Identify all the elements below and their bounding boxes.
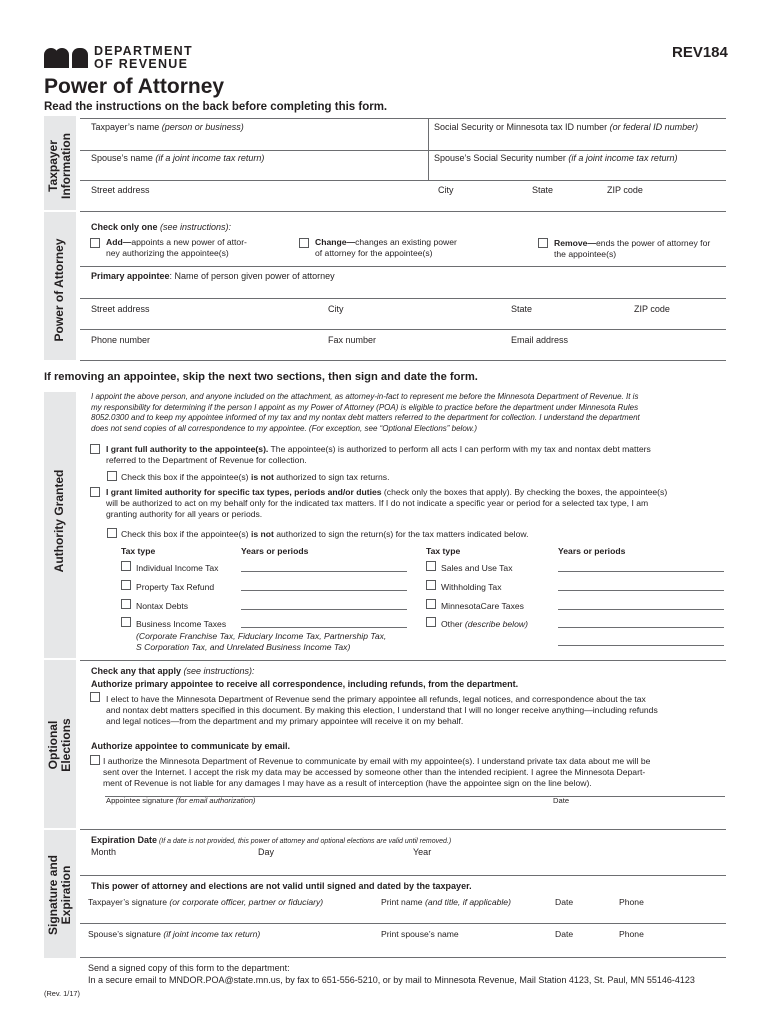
authority-intro: I appoint the above person, and anyone included on the attachment, as attorney-in-fact to represent me before the Minnesota Department of Revenue. It is my responsibility for determining if the person I appoint as my Power of Attorney (POA) is eligible to practice before the department under Minnesota Rules 8052.0300 and to keep my appointee informed of my tax and my nontax debt matters referred to the department for collection. I understand the department does not send copies of all correspondence to my appointee. (For exception, see “Optional Elections” below.) <box>91 392 640 433</box>
section-label-authority: Authority Granted <box>52 469 66 573</box>
limited-not-sign-checkbox[interactable] <box>107 528 117 538</box>
poa-state-label: State <box>511 304 533 314</box>
taxpayer-name-label: Taxpayer’s name (person or business) <box>91 122 244 132</box>
remove-option-label: Remove—ends the power of attorney for the appointee(s) <box>554 238 711 259</box>
primary-appointee-field[interactable] <box>90 282 724 297</box>
poa-email-label: Email address <box>511 335 569 345</box>
individual-income-tax-checkbox[interactable] <box>121 561 131 571</box>
minnesotacare-taxes-years[interactable] <box>558 609 724 610</box>
col-tax-type-left: Tax type <box>121 546 156 556</box>
logo-n-mark <box>72 48 88 68</box>
sales-use-tax-checkbox[interactable] <box>426 561 436 571</box>
taxpayer-signature-field[interactable] <box>88 909 724 923</box>
nontax-debts-label: Nontax Debts <box>136 601 189 611</box>
change-checkbox[interactable] <box>299 238 309 248</box>
remove-checkbox[interactable] <box>538 238 548 248</box>
minnesotacare-taxes-checkbox[interactable] <box>426 599 436 609</box>
spouse-signature-field[interactable] <box>88 941 724 955</box>
taxpayer-signature-label: Taxpayer’s signature (or corporate officer, partner or fiduciary) <box>88 897 324 907</box>
exp-day-label: Day <box>258 847 275 857</box>
business-income-taxes-checkbox[interactable] <box>121 617 131 627</box>
email-text: I authorize the Minnesota Department of Revenue to communicate by email with my appointee(s). I understand private tax data about me will be sent over the Internet. I accept the risk my data may be accessed by someone other than the intended recipient. I agree the Minnesota Depart- ment of Revenue is not liable for any damages I may have as a result of interception (have the appointee sign on the line below). <box>103 756 651 788</box>
taxpayer-city-label: City <box>438 185 454 195</box>
col-years-left: Years or periods <box>241 546 309 556</box>
logo-line2: OF REVENUE <box>94 57 189 71</box>
exp-month-label: Month <box>91 847 117 857</box>
taxpayer-name-field[interactable] <box>90 133 424 150</box>
correspondence-checkbox[interactable] <box>90 692 100 702</box>
sales-use-tax-label: Sales and Use Tax <box>441 563 513 573</box>
poa-zip-label: ZIP code <box>634 304 670 314</box>
business-income-taxes-years[interactable] <box>241 627 407 628</box>
expiration-date-field[interactable] <box>90 858 724 874</box>
other-tax-label: Other (describe below) <box>441 619 528 629</box>
add-option-label: Add—appoints a new power of attor- ney authorizing the appointee(s) <box>106 237 247 258</box>
poa-phone-label: Phone number <box>91 335 151 345</box>
col-years-right: Years or periods <box>558 546 626 556</box>
individual-income-tax-label: Individual Income Tax <box>136 563 219 573</box>
print-name-label: Print name (and title, if applicable) <box>381 897 511 907</box>
full-authority-text: I grant full authority to the appointee(s). The appointee(s) is authorized to perform all acts I can perform with my tax and nontax debt matters referred to the Department of Revenue for collection. <box>106 444 651 465</box>
taxpayer-zip-label: ZIP code <box>607 185 643 195</box>
full-authority-checkbox[interactable] <box>90 444 100 454</box>
ssn-label: Social Security or Minnesota tax ID number (or federal ID number) <box>434 122 699 132</box>
section-label-taxpayer: Taxpayer Information <box>46 133 73 199</box>
spouse-phone-label: Phone <box>619 929 644 939</box>
col-tax-type-right: Tax type <box>426 546 461 556</box>
poa-contact-field[interactable] <box>90 346 724 359</box>
email-checkbox[interactable] <box>90 755 100 765</box>
withholding-tax-checkbox[interactable] <box>426 580 436 590</box>
logo <box>44 44 204 72</box>
page-title: Power of Attorney <box>44 75 225 98</box>
logo-m-mark <box>55 48 69 68</box>
full-not-sign-checkbox[interactable] <box>107 471 117 481</box>
print-spouse-label: Print spouse’s name <box>381 929 459 939</box>
revision-label: (Rev. 1/17) <box>44 989 81 998</box>
withholding-tax-years[interactable] <box>558 590 724 591</box>
property-tax-refund-checkbox[interactable] <box>121 580 131 590</box>
spouse-date-label: Date <box>555 929 574 939</box>
email-heading: Authorize appointee to communicate by email. <box>91 741 291 751</box>
taxpayer-phone-label: Phone <box>619 897 644 907</box>
spouse-name-field[interactable] <box>90 164 424 180</box>
other-tax-years-1[interactable] <box>558 627 724 628</box>
full-not-sign-text: Check this box if the appointee(s) is not authorized to sign tax returns. <box>121 472 390 482</box>
poa-address-field[interactable] <box>90 315 724 329</box>
correspondence-text: I elect to have the Minnesota Department of Revenue send the primary appointee all refunds, legal notices, and correspondence about the tax and nontax debt matters specified in this document. By making this election, I understand that I will no longer receive anything—including refunds and legal notices—from the department and my primary appointee will receive it on my behalf. <box>106 694 658 726</box>
poa-city-label: City <box>328 304 344 314</box>
withholding-tax-label: Withholding Tax <box>441 582 502 592</box>
sales-use-tax-years[interactable] <box>558 571 724 572</box>
primary-appointee-label: Primary appointee: Name of person given power of attorney <box>91 271 335 281</box>
change-option-label: Change—changes an existing power of attorney for the appointee(s) <box>315 237 457 258</box>
individual-income-tax-years[interactable] <box>241 571 407 572</box>
minnesotacare-taxes-label: MinnesotaCare Taxes <box>441 601 524 611</box>
limited-authority-checkbox[interactable] <box>90 487 100 497</box>
limited-not-sign-text: Check this box if the appointee(s) is not authorized to sign the return(s) for the tax matters indicated below. <box>121 529 529 539</box>
logo-line1: DEPARTMENT <box>94 44 193 58</box>
spouse-ssn-field[interactable] <box>434 164 724 180</box>
taxpayer-date-label: Date <box>555 897 574 907</box>
nontax-debts-checkbox[interactable] <box>121 599 131 609</box>
check-only-one: Check only one (see instructions): <box>91 222 232 232</box>
exp-year-label: Year <box>413 847 432 857</box>
taxpayer-state-label: State <box>532 185 554 195</box>
taxpayer-street-label: Street address <box>91 185 150 195</box>
form-number: REV184 <box>672 44 728 61</box>
correspondence-heading: Authorize primary appointee to receive all correspondence, including refunds, from the department. <box>91 679 519 689</box>
check-any-that-apply: Check any that apply (see instructions): <box>91 666 255 676</box>
appointee-signature-label: Appointee signature (for email authorization) <box>106 796 256 805</box>
taxpayer-address-field[interactable] <box>90 196 724 210</box>
business-income-taxes-label: Business Income Taxes <box>136 619 227 629</box>
appointee-date-label: Date <box>553 796 570 805</box>
section-label-optional: Optional Elections <box>46 718 73 772</box>
section-label-poa: Power of Attorney <box>52 238 66 342</box>
spouse-ssn-label: Spouse’s Social Security number (if a joint income tax return) <box>434 153 678 163</box>
other-tax-years-2[interactable] <box>558 645 724 646</box>
spouse-signature-label: Spouse’s signature (if joint income tax return) <box>88 929 261 939</box>
poa-street-label: Street address <box>91 304 150 314</box>
ssn-field[interactable] <box>434 133 724 150</box>
nontax-debts-years[interactable] <box>241 609 407 610</box>
other-tax-checkbox[interactable] <box>426 617 436 627</box>
valid-note: This power of attorney and elections are not valid until signed and dated by the taxpayer. <box>91 881 472 891</box>
send-instructions: Send a signed copy of this form to the department: In a secure email to MNDOR.POA@state.mn.us, by fax to 651-556-5210, or by mail to Minnesota Revenue, Mail Station 4123, St. Paul, MN 55146-4123 <box>88 963 695 985</box>
section-label-signature: Signature and Expiration <box>46 855 73 936</box>
business-income-taxes-note: (Corporate Franchise Tax, Fiduciary Income Tax, Partnership Tax, S Corporation Tax, and Unrelated Business Income Tax) <box>136 631 387 652</box>
spouse-name-label: Spouse’s name (if a joint income tax return) <box>91 153 265 163</box>
poa-fax-label: Fax number <box>328 335 377 345</box>
property-tax-refund-label: Property Tax Refund <box>136 582 215 592</box>
instructions-note: Read the instructions on the back before completing this form. <box>44 101 388 113</box>
add-checkbox[interactable] <box>90 238 100 248</box>
limited-authority-text: I grant limited authority for specific tax types, periods and/or duties (check only the boxes that apply). By checking the boxes, the appointee(s) will be authorized to act on my behalf only for the indicated tax matters. If I do not indicate a specific year or period for a selected tax type, I am granting authority for all years or periods. <box>106 487 668 519</box>
property-tax-refund-years[interactable] <box>241 590 407 591</box>
expiration-label: Expiration Date (If a date is not provided, this power of attorney and optional elections are valid until removed.) <box>91 835 452 845</box>
removing-note: If removing an appointee, skip the next two sections, then sign and date the form. <box>44 371 478 383</box>
